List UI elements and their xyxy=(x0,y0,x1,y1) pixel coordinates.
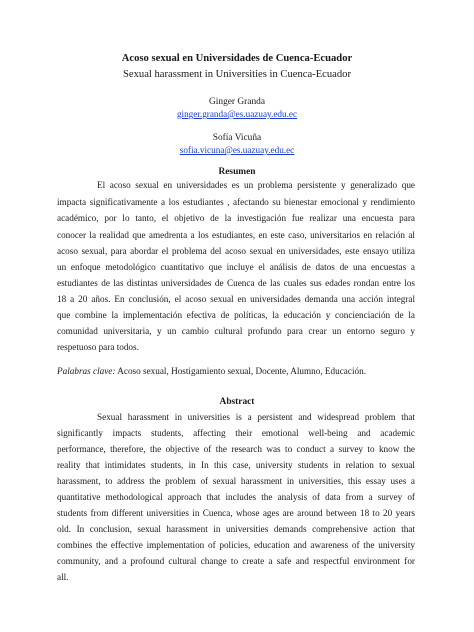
abstract-line: students from different universities in Cuenca, whose ages are around between 18 to 20 years xyxy=(57,508,415,518)
author-name: Ginger Granda xyxy=(209,97,265,107)
resumen-line: acoso sexual, para abordar el problema del acoso sexual en universidades, este ensayo utiliza xyxy=(57,246,415,256)
resumen-line: 18 a 20 años. En conclusión, el acoso sexual en universidades demanda una acción integral xyxy=(57,294,415,304)
author-name: Sofía Vicuña xyxy=(212,133,262,143)
title-spanish: Acoso sexual en Universidades de Cuenca-Ecuador xyxy=(121,53,353,64)
keywords-label: Palabras clave: xyxy=(57,366,116,376)
abstract-line: quantitative methodological approach that includes the analysis of data from a survey of xyxy=(57,492,415,502)
keywords-text: Acoso sexual, Hostigamiento sexual, Docente, Alumno, Educación. xyxy=(115,366,366,376)
keywords-line xyxy=(57,366,366,376)
resumen-line: un enfoque metodológico cuantitativo que incluye el análisis de datos de una encuestas a xyxy=(57,262,415,272)
resumen-heading: Resumen xyxy=(218,167,256,177)
resumen-line: académico, por lo tanto, el objetivo de la investigación fue realizar una encuesta para xyxy=(57,213,415,223)
abstract-line: combines the effective implementation of policies, education and awareness of the university xyxy=(57,540,415,550)
resumen-line: respetuoso para todos. xyxy=(57,342,139,352)
abstract-line: harassment, to address the problem of sexual harassment in universities, this essay uses a xyxy=(57,476,415,486)
resumen-line: que combine la implementación efectiva de políticas, la educación y concienciación de la xyxy=(57,310,415,320)
abstract-line: old. In conclusion, sexual harassment in universities demands comprehensive action that xyxy=(57,524,415,534)
author-email-link[interactable]: sofia.vicuna@es.uazuay.edu.ec xyxy=(179,145,295,155)
abstract-heading: Abstract xyxy=(219,397,255,407)
abstract-line: all. xyxy=(57,572,69,582)
abstract-line: performance, therefore, the objective of the research was to conduct a survey to know the xyxy=(57,444,415,454)
resumen-line: estudiantes de las distintas universidades de Cuenca de las cuales sus edades rondan entre los xyxy=(57,278,415,288)
author-email-link[interactable]: ginger.granda@es.uazuay.edu.ec xyxy=(176,109,298,119)
resumen-line: El acoso sexual en universidades es un problema persistente y generalizado que xyxy=(97,180,415,190)
resumen-line: conocer la realidad que amedrenta a los estudiantes, en este caso, universitarios en relación al xyxy=(57,230,415,240)
abstract-line: reality that intimidates students, in In this case, university students in relation to sexual xyxy=(57,460,415,470)
resumen-line: impacta significativamente a los estudiantes , afectando su bienestar emocional y rendimiento xyxy=(57,197,415,207)
resumen-line: comunidad universitaria, y un cambio cultural profundo para crear un entorno seguro y xyxy=(57,326,415,336)
title-english: Sexual harassment in Universities in Cuenca-Ecuador xyxy=(123,69,351,80)
abstract-line: community, and a profound cultural change to create a safe and respectful environment for xyxy=(57,556,415,566)
abstract-line: Sexual harassment in universities is a persistent and widespread problem that xyxy=(97,412,415,422)
abstract-line: significantly impacts students, affecting their emotional well-being and academic xyxy=(57,428,415,438)
